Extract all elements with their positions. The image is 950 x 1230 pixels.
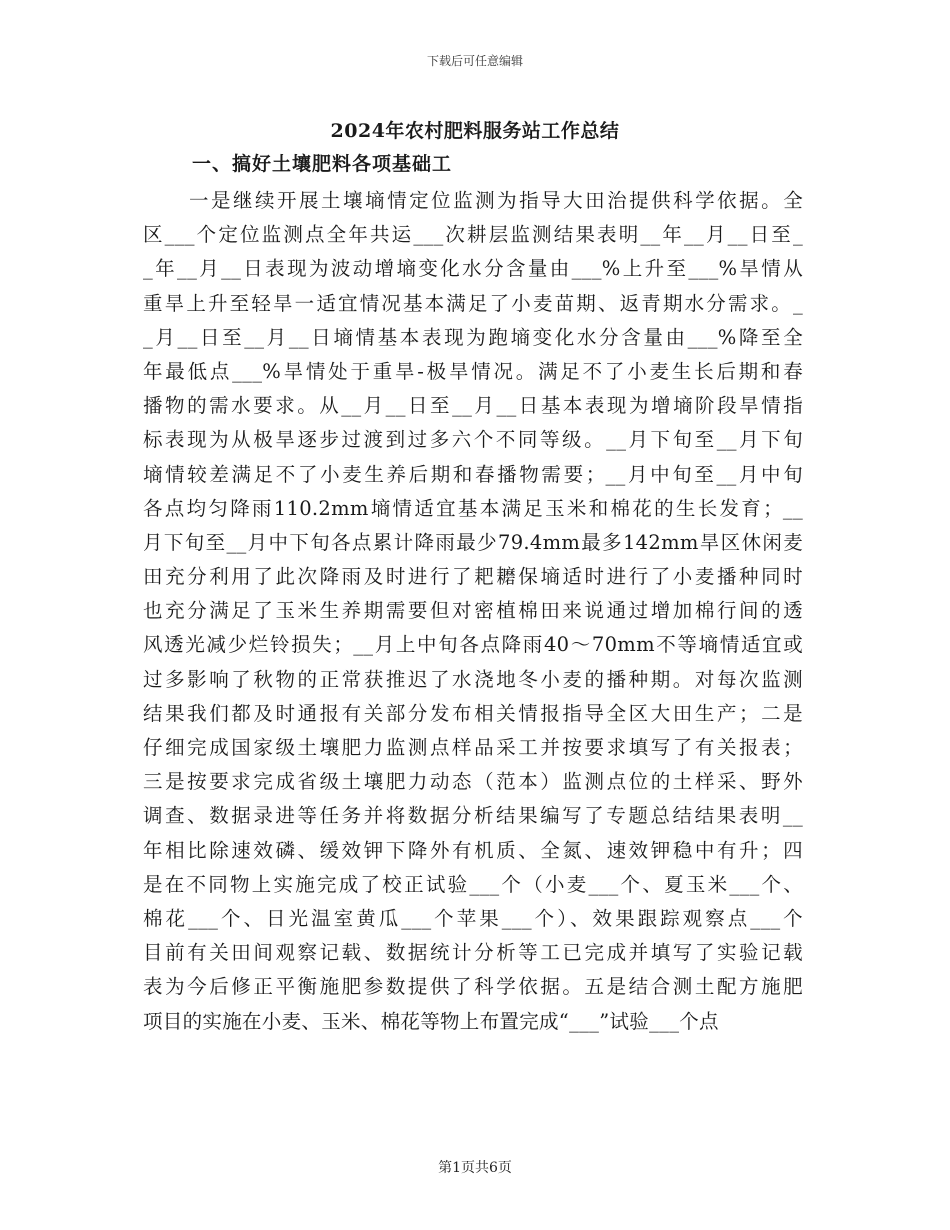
text-line: 项目的实施在小麦、玉米、棉花等物上布置完成“___”试验___个点	[143, 1009, 719, 1033]
document-title: 2024年农村肥料服务站工作总结	[330, 120, 620, 142]
page-number: 第1页共6页	[438, 1160, 512, 1176]
text-line: 墒情较差满足不了小麦生养后期和春播物需要；__月中旬至__月中旬	[143, 462, 803, 486]
text-line: 棉花___个、日光温室黄瓜___个苹果___个）、效果跟踪观察点___个	[143, 906, 803, 930]
text-line: 过多影响了秋物的正常获推迟了水浇地冬小麦的播种期。对每次监测	[143, 667, 803, 691]
text-line: 区___个定位监测点全年共运___次耕层监测结果表明__年__月__日至_	[143, 223, 803, 247]
text-line: 调查、数据录进等任务并将数据分析结果编写了专题总结结果表明__	[143, 804, 803, 828]
text-line: 标表现为从极旱逐步过渡到过多六个不同等级。__月下旬至__月下旬	[143, 428, 803, 452]
text-line: 年相比除速效磷、缓效钾下降外有机质、全氮、速效钾稳中有升；四	[143, 838, 803, 862]
page-header-note: 下载后可任意编辑	[426, 54, 523, 68]
text-line: 也充分满足了玉米生养期需要但对密植棉田来说通过增加棉行间的透	[143, 599, 803, 623]
text-line: 重旱上升至轻旱一适宜情况基本满足了小麦苗期、返青期水分需求。_	[143, 291, 803, 315]
text-line: 月下旬至__月中下旬各点累计降雨最少79.4mm最多142mm旱区休闲麦	[143, 530, 803, 554]
text-line: 是在不同物上实施完成了校正试验___个（小麦___个、夏玉米___个、	[143, 872, 803, 896]
text-line: 年最低点___%旱情处于重旱-极旱情况。满足不了小麦生长后期和春	[143, 359, 803, 383]
text-line: _年__月__日表现为波动增墒变化水分含量由___%上升至___%旱情从	[143, 257, 803, 281]
body-paragraph	[143, 184, 803, 1039]
text-line: 一是继续开展土壤墒情定位监测为指导大田治提供科学依据。全	[189, 189, 803, 212]
text-line: 各点均匀降雨110.2mm墒情适宜基本满足玉米和棉花的生长发育；__	[143, 496, 803, 520]
text-line: 结果我们都及时通报有关部分发布相关情报指导全区大田生产；二是	[143, 701, 803, 725]
section-heading: 一、搞好土壤肥料各项基础工	[192, 153, 453, 175]
text-line: 风透光减少烂铃损失；__月上中旬各点降雨40～70mm不等墒情适宜或	[143, 633, 803, 657]
text-line: 表为今后修正平衡施肥参数提供了科学依据。五是结合测土配方施肥	[143, 975, 803, 999]
text-line: 播物的需水要求。从__月__日至__月__日基本表现为增墒阶段旱情指	[143, 394, 803, 418]
text-line: 目前有关田间观察记载、数据统计分析等工已完成并填写了实验记载	[143, 941, 803, 965]
text-line: 三是按要求完成省级土壤肥力动态（范本）监测点位的土样采、野外	[143, 770, 803, 794]
text-line: 田充分利用了此次降雨及时进行了耙耱保墒适时进行了小麦播种同时	[143, 565, 803, 589]
text-line: _月__日至__月__日墒情基本表现为跑墒变化水分含量由___%降至全	[143, 325, 803, 349]
text-line: 仔细完成国家级土壤肥力监测点样品采工并按要求填写了有关报表；	[143, 736, 803, 759]
